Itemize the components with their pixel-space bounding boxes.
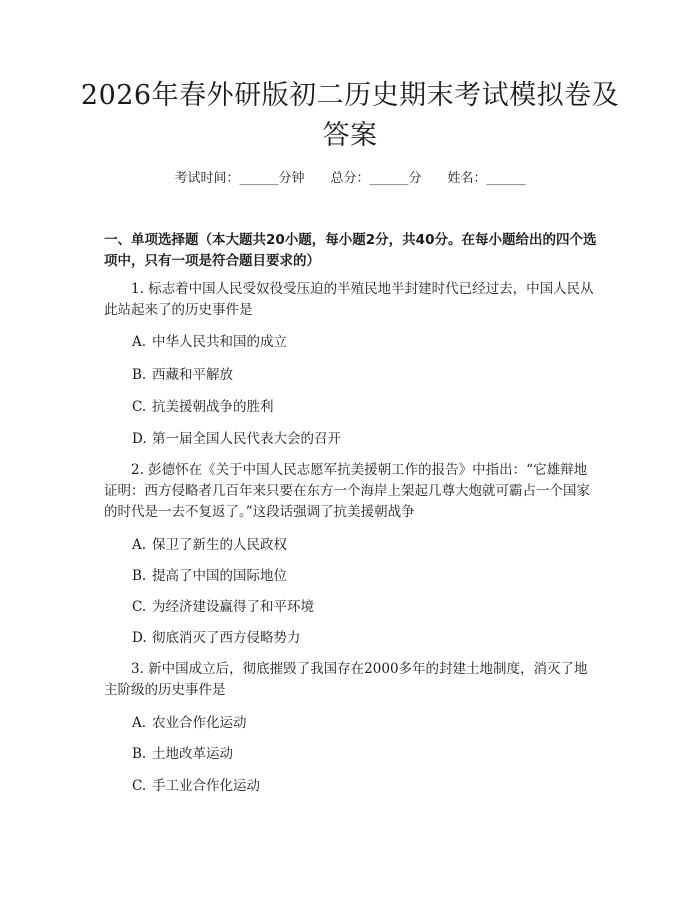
option-letter: B. [132,568,147,584]
option-letter: A. [132,334,147,350]
exam-meta-line [0,170,700,188]
option-item [132,598,582,616]
option-item [132,745,582,763]
option-letter: C. [132,778,147,794]
option-text: 土地改革运动 [152,746,233,762]
option-text: 第一届全国人民代表大会的召开 [152,431,341,447]
option-text: 中华人民共和国的成立 [152,334,287,350]
option-item [132,398,582,416]
option-text: 彻底消灭了西方侵略势力 [152,630,301,646]
option-item [132,366,582,384]
option-text: 西藏和平解放 [152,367,233,383]
option-letter: B. [132,746,147,762]
question-stem: 1. 标志着中国人民受奴役受压迫的半殖民地半封建时代已经过去，中国人民从此站起来了的历史事件是 [104,281,594,318]
option-text: 保卫了新生的人民政权 [152,537,287,553]
question-stem: 3. 新中国成立后，彻底摧毁了我国存在2000多年的封建土地制度，消灭了地主阶级的历史事件是 [104,661,588,698]
name-field: 姓名：______ [447,171,526,186]
option-item [132,536,582,554]
option-item [132,333,582,351]
option-item [132,777,582,795]
option-item [132,714,582,732]
option-text: 手工业合作化运动 [152,778,260,794]
option-letter: D. [132,630,147,646]
option-item [132,629,582,647]
section-heading: 一、单项选择题（本大题共20小题，每小题2分，共40分。在每小题给出的四个选项中，只有一项是符合题目要求的） [104,232,597,269]
option-item [132,567,582,585]
option-text: 抗美援朝战争的胜利 [152,399,274,415]
option-item [132,430,582,448]
option-letter: D. [132,431,147,447]
option-text: 为经济建设赢得了和平环境 [152,599,314,615]
option-text: 提高了中国的国际地位 [152,568,287,584]
option-letter: C. [132,399,147,415]
option-letter: C. [132,599,147,615]
total-score-field: 总分：______分 [330,171,422,186]
option-letter: A. [132,715,147,731]
option-letter: B. [132,367,147,383]
option-letter: A. [132,537,147,553]
page-title: 2026年春外研版初二历史期末考试模拟卷及答案 [80,80,620,151]
question-stem: 2. 彭德怀在《关于中国人民志愿军抗美援朝工作的报告》中指出：“它雄辩地证明：西方侵略者几百年来只要在东方一个海岸上架起几尊大炮就可霸占一个国家的时代是一去不复返了。”这段话强调了抗美援朝战争 [104,462,590,520]
option-text: 农业合作化运动 [152,715,247,731]
exam-time-field: 考试时间：______分钟 [174,171,305,186]
